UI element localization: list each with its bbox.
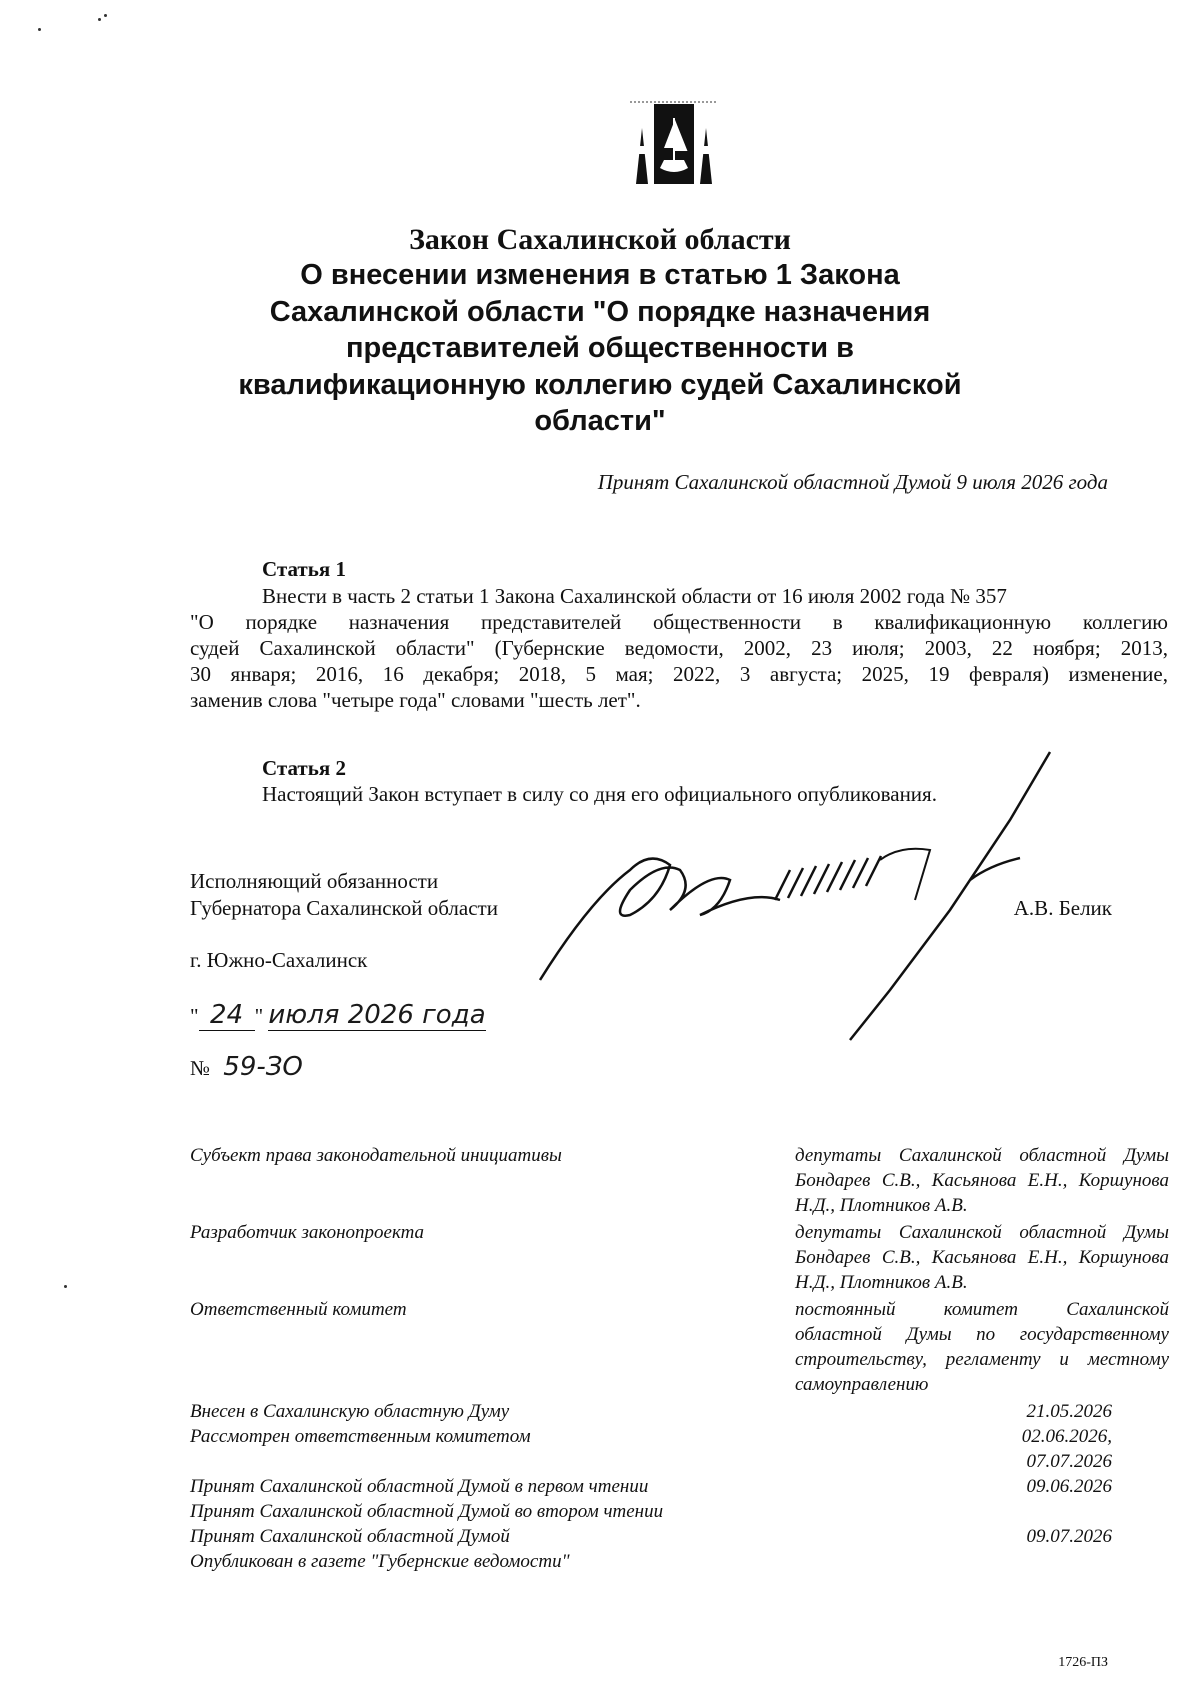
sakhalin-coat-of-arms-icon	[628, 98, 720, 190]
info-label: Субъект права законодательной инициативы	[190, 1145, 562, 1166]
info-value: депутаты Сахалинской областной Думы Бондарев С.В., Касьянова Е.Н., Коршунова Н.Д., Плотников А.В.	[795, 1145, 1169, 1216]
date-label: Опубликован в газете "Губернские ведомости"	[190, 1551, 570, 1572]
scan-speck	[64, 1285, 67, 1288]
city: г. Южно-Сахалинск	[190, 948, 368, 972]
date-label: Внесен в Сахалинскую областную Думу	[190, 1401, 510, 1422]
subtitle-line: О внесении изменения в статью 1 Закона	[300, 259, 900, 291]
article-1-line: 30 января; 2016, 16 декабря; 2018, 5 мая; 2022, 3 августа; 2025, 19 февраля) изменение,	[190, 662, 1168, 686]
article-1-line: "О порядке назначения представителей общественности в квалификационную коллегию	[190, 610, 1168, 634]
date-label: Принят Сахалинской областной Думой	[190, 1526, 510, 1547]
scan-speck	[38, 28, 41, 31]
date-label: Рассмотрен ответственным комитетом	[190, 1426, 531, 1447]
article-2-line: Настоящий Закон вступает в силу со дня его официального опубликования.	[262, 782, 937, 806]
article-1-line: Внести в часть 2 статьи 1 Закона Сахалинской области от 16 июля 2002 года № 357	[262, 584, 1007, 608]
subtitle-line: квалификационную коллегию судей Сахалинской	[238, 368, 962, 401]
date-quote: "	[254, 1004, 264, 1028]
date-label: Принят Сахалинской областной Думой во втором чтении	[190, 1501, 664, 1522]
signatory-name: А.В. Белик	[1013, 896, 1112, 920]
signing-date	[190, 1000, 486, 1031]
article-1-heading: Статья 1	[262, 557, 346, 581]
subtitle-line: представителей общественности в	[345, 332, 855, 364]
date-value: 09.07.2026	[1026, 1526, 1112, 1547]
law-subtitle	[200, 257, 1000, 440]
date-label: Принят Сахалинской областной Думой в первом чтении	[190, 1476, 649, 1497]
article-2-heading: Статья 2	[262, 756, 346, 780]
date-value: 07.07.2026	[1026, 1451, 1112, 1472]
signatory-position	[190, 868, 498, 922]
date-value: 02.06.2026,	[1021, 1426, 1112, 1447]
subtitle-line: Сахалинской области "О порядке назначения	[269, 295, 931, 328]
date-value: 21.05.2026	[1026, 1401, 1112, 1422]
law-number-value: 59-ЗО	[223, 1052, 303, 1082]
position-line: Исполняющий обязанности	[190, 869, 439, 893]
subtitle-line: области"	[534, 405, 666, 437]
scan-speck	[104, 14, 107, 17]
scan-speck	[98, 18, 101, 21]
position-line: Губернатора Сахалинской области	[190, 896, 498, 920]
adoption-note: Принят Сахалинской областной Думой 9 июля 2026 года	[597, 470, 1108, 494]
handwritten-signature	[520, 750, 1080, 1050]
date-month-year: июля 2026 года	[268, 1000, 486, 1030]
info-value: постоянный комитет Сахалинской областной Думы по государственному строительству, регламенту и местному самоуправлению	[795, 1299, 1169, 1395]
date-quote: "	[190, 1004, 199, 1028]
document-code: 1726-ПЗ	[1058, 1655, 1108, 1670]
info-value: депутаты Сахалинской областной Думы Бондарев С.В., Касьянова Е.Н., Коршунова Н.Д., Плотников А.В.	[795, 1222, 1169, 1293]
date-day: 24	[199, 1000, 255, 1031]
info-label: Разработчик законопроекта	[190, 1222, 425, 1243]
law-title: Закон Сахалинской области	[409, 223, 791, 256]
article-1-line: судей Сахалинской области" (Губернские ведомости, 2002, 23 июля; 2003, 22 ноября; 2013,	[190, 636, 1168, 660]
info-label: Ответственный комитет	[190, 1299, 407, 1320]
date-value: 09.06.2026	[1026, 1476, 1112, 1497]
article-1-line: заменив слова "четыре года" словами "шесть лет".	[190, 688, 641, 712]
law-number	[190, 1052, 303, 1082]
number-label: №	[190, 1056, 211, 1080]
